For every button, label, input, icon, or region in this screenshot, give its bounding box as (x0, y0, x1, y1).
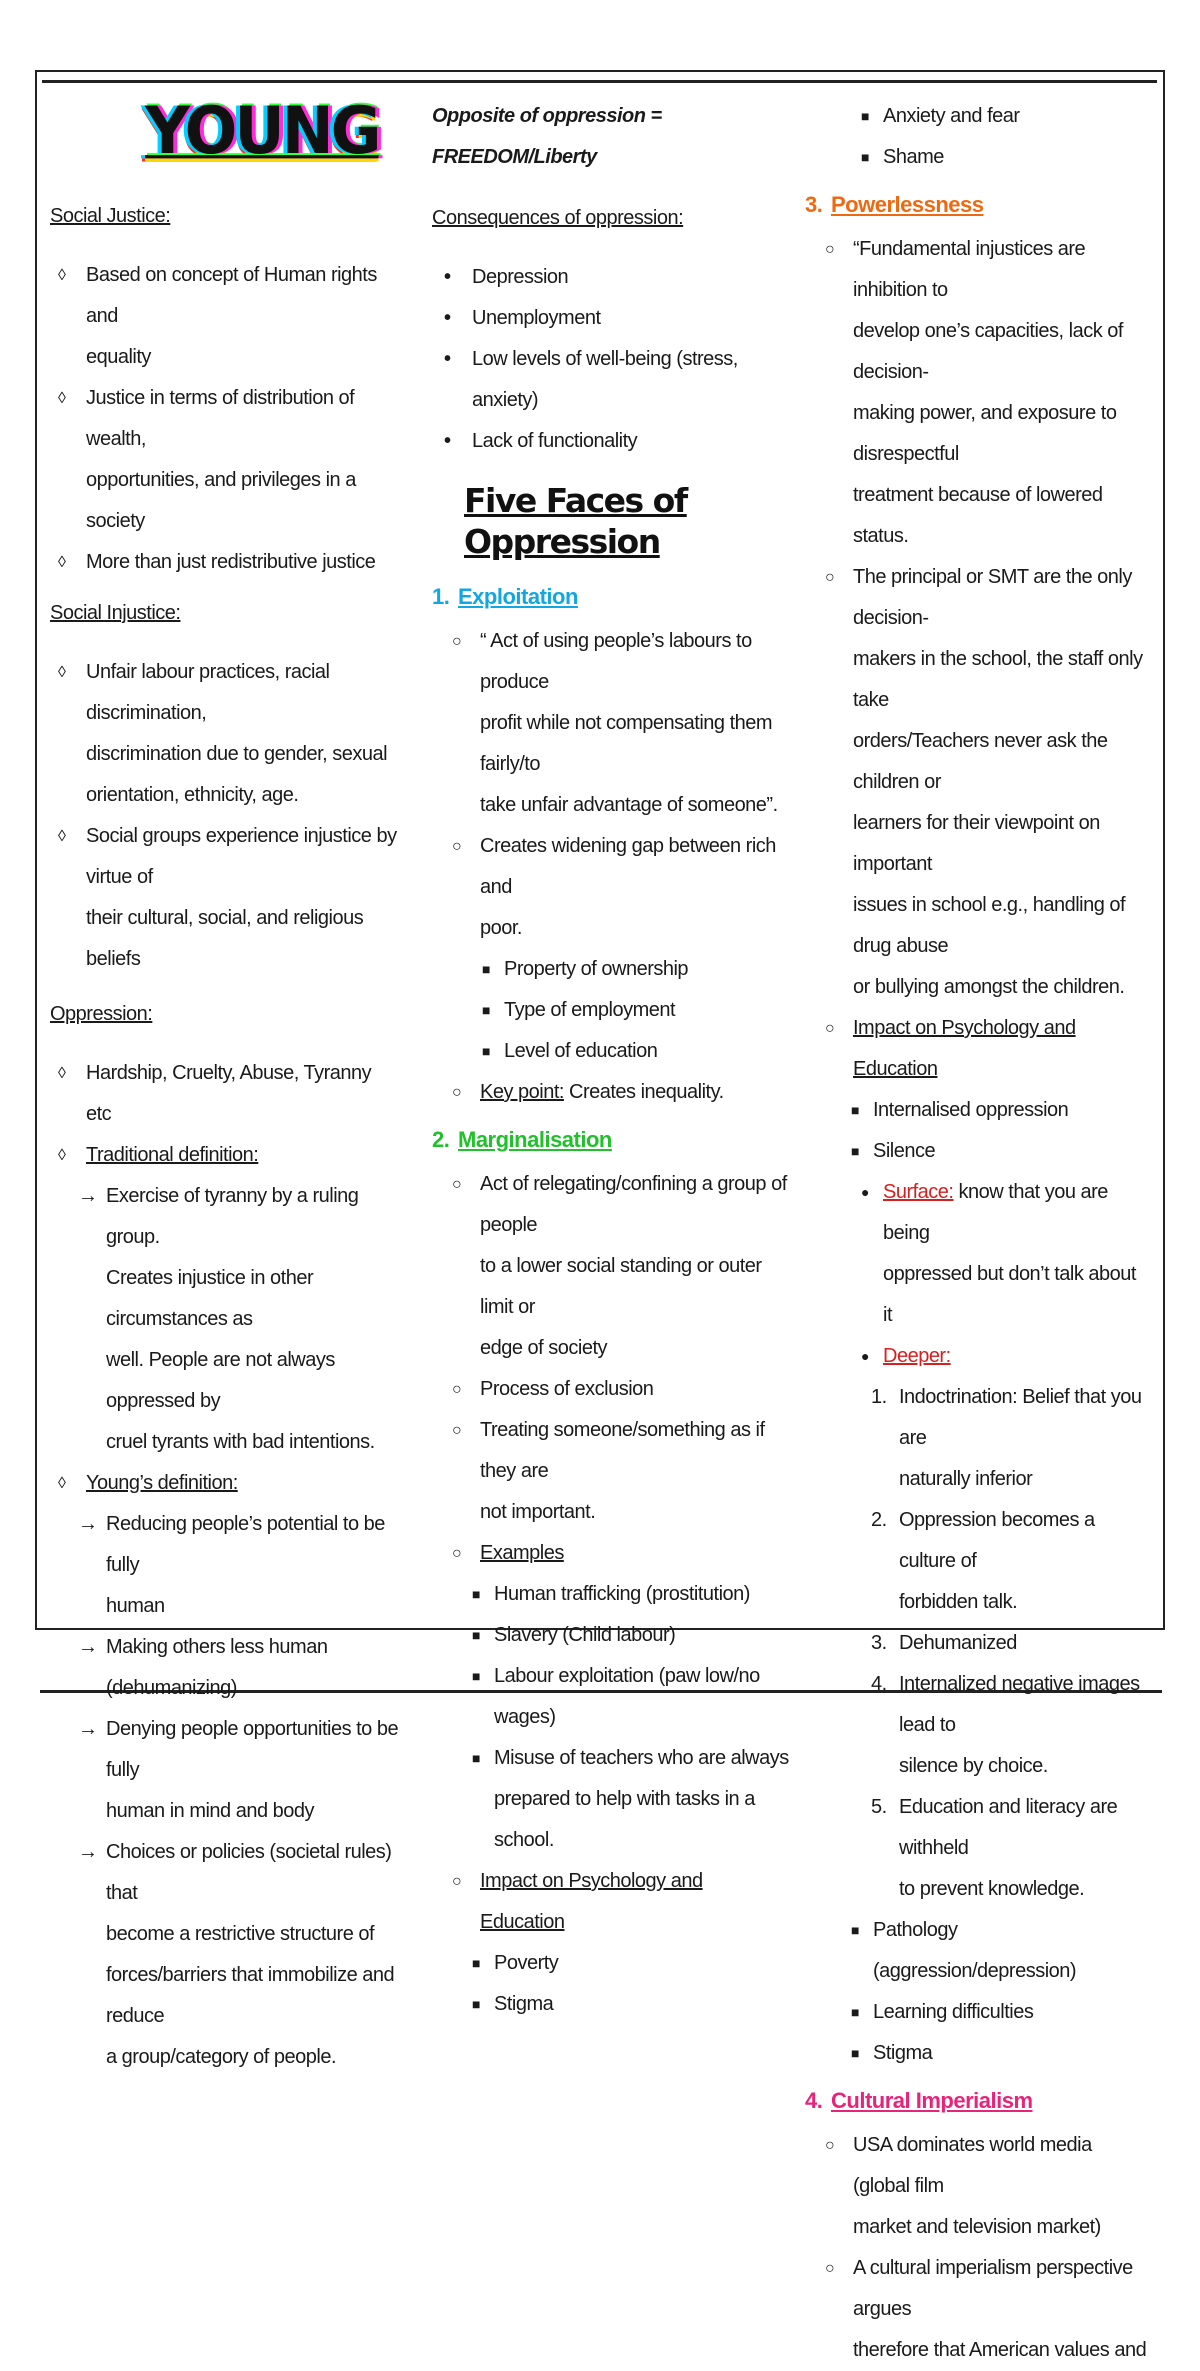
circle-bullet-icon: ○ (452, 1381, 462, 1398)
square-bullet-icon: ■ (472, 1955, 480, 1971)
circle-bullet-icon: ○ (452, 1422, 462, 1439)
list-item: 4. Internalized negative images lead to silence by choice. (871, 1673, 1140, 1777)
list-item: ◊ Unfair labour practices, racial discrimination, discrimination due to gender, sexual orientation, ethnicity, age. (50, 652, 400, 816)
social-justice-heading: Social Justice: (50, 205, 171, 227)
circle-bullet-icon: ○ (452, 1084, 462, 1101)
diamond-icon: ◊ (58, 828, 66, 845)
list-item: ■ Human trafficking (prostitution) (432, 1574, 792, 1615)
young-title: YOUNG (145, 92, 379, 169)
list-item (432, 1861, 792, 1943)
bullet-icon: • (444, 348, 451, 370)
list-item: ○ Process of exclusion (432, 1369, 792, 1410)
powerlessness-heading: 3. Powerlessness (805, 192, 984, 217)
diamond-icon: ◊ (58, 267, 66, 284)
list-item: ○ Key point: Creates inequality. (432, 1072, 792, 1113)
square-bullet-icon: ■ (861, 108, 869, 124)
circle-bullet-icon: ○ (825, 241, 835, 258)
diamond-icon: ◊ (58, 1065, 66, 1082)
bullet-icon: • (444, 307, 451, 329)
diamond-icon: ◊ (58, 1147, 66, 1164)
list-item: ■ Poverty (432, 1943, 792, 1984)
exploitation-heading: 1. Exploitation (432, 584, 578, 609)
list-item: ■ Learning difficulties (805, 1992, 1150, 2033)
circle-bullet-icon: ○ (825, 2137, 835, 2154)
circle-bullet-icon: ○ (452, 633, 462, 650)
list-item (432, 1533, 792, 1574)
square-bullet-icon: ■ (472, 1750, 480, 1766)
list-item: ■ Stigma (805, 2033, 1150, 2074)
circle-bullet-icon: ○ (825, 2260, 835, 2277)
square-bullet-icon: ■ (851, 2045, 859, 2061)
young-definition-label: Young’s definition: (86, 1472, 238, 1494)
deeper-label: Deeper: (883, 1345, 951, 1367)
list-item: ◊ Social groups experience injustice by virtue of their cultural, social, and religious beliefs (50, 816, 400, 980)
list-item: ■ Labour exploitation (paw low/no wages) (432, 1656, 792, 1738)
list-item: ■ Property of ownership (432, 949, 792, 990)
social-injustice-heading: Social Injustice: (50, 602, 181, 624)
list-item: • Low levels of well-being (stress, anxiety) (432, 339, 792, 421)
list-item: ○ USA dominates world media (global film market and television market) (805, 2125, 1150, 2248)
list-item: ■ Stigma (432, 1984, 792, 2025)
list-item: ○ Act of relegating/confining a group of people to a lower social standing or outer limit or edge of society (432, 1164, 792, 1369)
impact-label: Impact on Psychology and Education (480, 1870, 703, 1933)
five-faces-title: Five Faces of Oppression (464, 481, 687, 561)
list-item (805, 1336, 1150, 1377)
bullet-icon: • (444, 430, 451, 452)
list-item: ○ A cultural imperialism perspective argues therefore that American values and (805, 2248, 1150, 2371)
list-item: ■ Level of education (432, 1031, 792, 1072)
column-middle (432, 96, 792, 2025)
traditional-definition-label: Traditional definition: (86, 1144, 259, 1166)
list-item: ■ Pathology (aggression/depression) (805, 1910, 1150, 1992)
arrow-right-icon: → (78, 1841, 98, 1863)
square-bullet-icon: ■ (861, 149, 869, 165)
top-rule (42, 80, 1157, 83)
circle-bullet-icon: ○ (825, 1020, 835, 1037)
circle-bullet-icon: ○ (452, 1176, 462, 1193)
consequences-heading: Consequences of oppression: (432, 207, 684, 229)
list-item: • Depression (432, 257, 792, 298)
arrow-right-icon: → (78, 1636, 98, 1658)
list-item: ◊ More than just redistributive justice (50, 542, 400, 583)
square-bullet-icon: ■ (472, 1586, 480, 1602)
list-item (50, 1135, 400, 1176)
square-bullet-icon: ■ (851, 1922, 859, 1938)
list-item: 2. Oppression becomes a culture of forbidden talk. (871, 1509, 1095, 1613)
list-item: ■ Internalised oppression (805, 1090, 1150, 1131)
square-bullet-icon: ■ (472, 1627, 480, 1643)
column-right (805, 96, 1150, 2371)
list-item: → Denying people opportunities to be fully human in mind and body (50, 1709, 400, 1832)
marginalisation-heading: 2. Marginalisation (432, 1127, 612, 1152)
circle-bullet-icon: ○ (825, 569, 835, 586)
list-item: ○ The principal or SMT are the only decision- makers in the school, the staff only take orders/Teachers never ask the children or learners for their viewpoint on important issues in school e.g., handling of drug abuse or bullying amongst the children. (805, 557, 1150, 1008)
square-bullet-icon: ■ (472, 1668, 480, 1684)
list-item: • Lack of functionality (432, 421, 792, 462)
square-bullet-icon: ■ (472, 1996, 480, 2012)
surface-label: Surface: (883, 1181, 954, 1203)
list-item: 3. Dehumanized (871, 1632, 1017, 1654)
examples-label: Examples (480, 1542, 564, 1564)
diamond-icon: ◊ (58, 1475, 66, 1492)
circle-bullet-icon: ○ (452, 1873, 462, 1890)
square-bullet-icon: ■ (851, 1102, 859, 1118)
oppression-heading: Oppression: (50, 1003, 153, 1025)
list-item: ◊ Based on concept of Human rights and equality (50, 255, 400, 378)
list-item: → Choices or policies (societal rules) that become a restrictive structure of forces/barriers that immobilize and reduce a group/category of people. (50, 1832, 400, 2078)
square-bullet-icon: ■ (851, 2004, 859, 2020)
list-item: ■ Silence (805, 1131, 1150, 1172)
column-left (50, 92, 400, 2078)
impact-label: Impact on Psychology and Education (853, 1017, 1076, 1080)
opposite-of-oppression: Opposite of oppression = FREEDOM/Liberty (432, 105, 662, 168)
list-item: 1. Indoctrination: Belief that you are naturally inferior (871, 1386, 1142, 1490)
list-item: 5. Education and literacy are withheld to prevent knowledge. (871, 1796, 1118, 1900)
square-bullet-icon: ■ (482, 1002, 490, 1018)
list-item: ■ Shame (805, 137, 1150, 178)
list-item: • Unemployment (432, 298, 792, 339)
list-item: ○ “Fundamental injustices are inhibition to develop one’s capacities, lack of decision- making power, and exposure to disrespectful treatment because of lowered status. (805, 229, 1150, 557)
list-item: ■ Anxiety and fear (805, 96, 1150, 137)
list-item: ○ Treating someone/something as if they are not important. (432, 1410, 792, 1533)
bullet-icon: ● (861, 1184, 869, 1200)
arrow-right-icon: → (78, 1718, 98, 1740)
bullet-icon: ● (861, 1348, 869, 1364)
list-item: ■ Misuse of teachers who are always prepared to help with tasks in a school. (432, 1738, 792, 1861)
circle-bullet-icon: ○ (452, 1545, 462, 1562)
list-item: ● Surface: know that you are being oppressed but don’t talk about it (805, 1172, 1150, 1336)
arrow-right-icon: → (78, 1513, 98, 1535)
list-item: → Exercise of tyranny by a ruling group. Creates injustice in other circumstances as well. People are not always oppressed by cruel tyrants with bad intentions. (50, 1176, 400, 1463)
list-item: ○ “ Act of using people’s labours to produce profit while not compensating them fairly/to take unfair advantage of someone”. (432, 621, 792, 826)
list-item: ○ Creates widening gap between rich and poor. (432, 826, 792, 949)
key-point-label: Key point: (480, 1081, 564, 1103)
list-item: → Making others less human (dehumanizing) (50, 1627, 400, 1709)
circle-bullet-icon: ○ (452, 838, 462, 855)
list-item: ■ Type of employment (432, 990, 792, 1031)
diamond-icon: ◊ (58, 390, 66, 407)
square-bullet-icon: ■ (851, 1143, 859, 1159)
list-item: → Reducing people’s potential to be fully human (50, 1504, 400, 1627)
diamond-icon: ◊ (58, 554, 66, 571)
arrow-right-icon: → (78, 1185, 98, 1207)
diamond-icon: ◊ (58, 664, 66, 681)
bullet-icon: • (444, 266, 451, 288)
list-item (50, 1463, 400, 1504)
list-item: ◊ Hardship, Cruelty, Abuse, Tyranny etc (50, 1053, 400, 1135)
list-item (805, 1008, 1150, 1090)
cultural-imperialism-heading: 4. Cultural Imperialism (805, 2088, 1033, 2113)
list-item: ■ Slavery (Child labour) (432, 1615, 792, 1656)
list-item: ◊ Justice in terms of distribution of wealth, opportunities, and privileges in a society (50, 378, 400, 542)
square-bullet-icon: ■ (482, 961, 490, 977)
square-bullet-icon: ■ (482, 1043, 490, 1059)
